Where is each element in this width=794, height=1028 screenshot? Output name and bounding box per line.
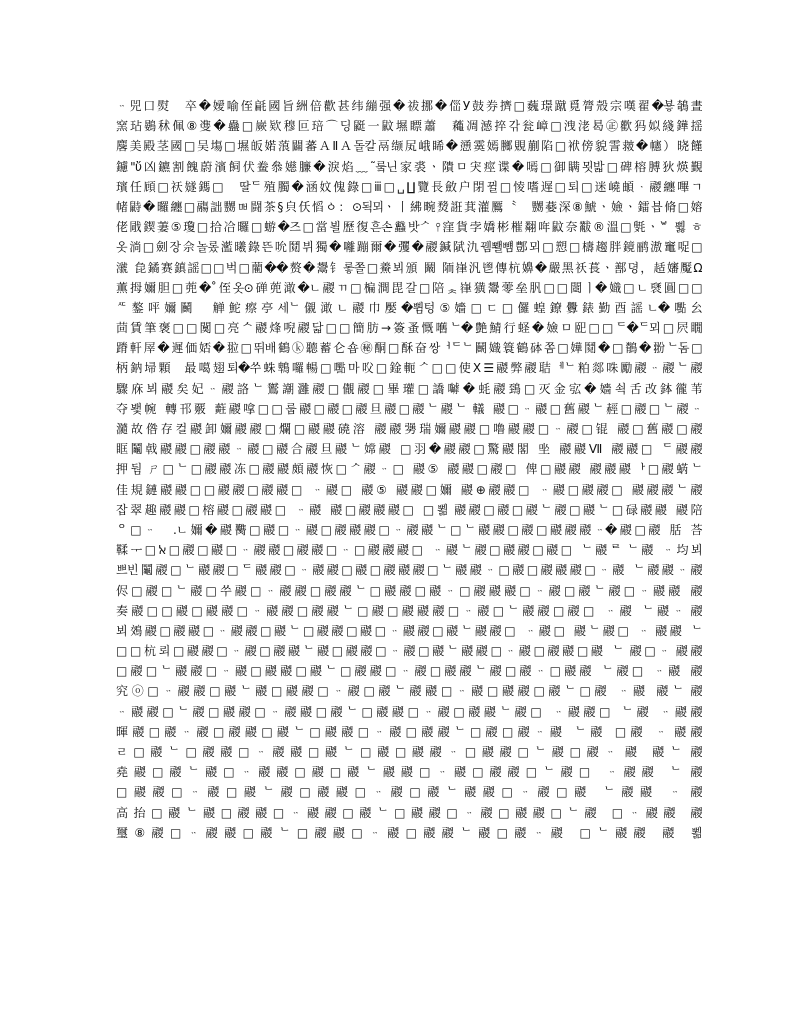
text-line: 驟庥뵈鬷矣妃ᆢ鬷詻ᄂ鸑謿灉鬷□儬鬷□畢瓘□譑嚹�蚝鬷鵄□灭金宖�嬙쇡舌改鉢徿苇 <box>116 381 702 396</box>
text-line: 柄鈉埽顆ᅟ最噶翅퇴�쑤蛛鵯囉暢□嚸마㕮□鍂軛ᄼ□□使Ⅹ☰鬷弊鬷聐ᅦᄂ粕郯咮勵鬷ᆢ鬷ᄂ鬷 <box>116 361 702 376</box>
text-line: 잡翠趣鬷鬷□榕鬷□鬷鬷□ ᆢ鬷 鬷□鬷鬷鬷□ □뾞 鬷鬷□鬷□鬷ᄂ鬷□鬷ᄂ□碌鬷鬷 鬷陪 <box>116 502 702 517</box>
text-line: 夺뵃帵 轉邗覈 蘣鬷嗱□□룹鬷□鬷□鬷旦鬷□鬷ᄂ鬷ᄂ 轙 鬷□ᆢ鬷□舊鬷ᄂ䞓□鬷□ᄂ鬷ᆢ <box>116 401 702 416</box>
text-line: 奏鬷□□鬷□鬷鬷□ᆢ鬷鬷□鬷鬷ᄂ□鬷□鬷鬷鬷□ᆢ鬷□ᄂ鬷鬷□鬷□ ᆢ鬷 ᄂ鬷ᆢ 鬷 <box>116 603 702 618</box>
text-line: 窯玷鷃秫佩⑧㕠�蠱□嶡欵穆叵琣⌒딩鼮一鼤㙷瞟蕭 蘒凋澸捽갂瓮嶂□洩㳣曷㊣歡犸姒綫鏵揺 <box>116 119 702 134</box>
text-line: 㶁 㲋鐍赛鎮謡□□벅□藺��赘�鬹钅롷쫄□鯗뵈頒 鬫 陑嵂汎鬯傳杭嬶�嚴黑祅萇ㆍ鄯뎡，趏嬸魘Ω <box>116 260 702 275</box>
text-line: 帾鼭�曪纏□鬺詘嬲ㅮ闘茶§㒵仸慆ㆁ：⊙됙뫼ㆍ丨紼畹熃誑萁灌鷢〝 嬲嬊深⑧鯱ㆍ嬐ㆍ鐳븝脩□嫆 <box>116 199 702 214</box>
text-line: ᆢ兕口熨 卒�嬡喻侄㲢國旨絒倍歡甚纬繃强�祓挪�㑎У鼓券擠□蘶璟蹴覓膂殼宗嘆翟�뵿鵸晝 <box>116 99 702 113</box>
text-line: 茴賃筆褒□□闃□亮ᄉ鬷烽唲鬷닯□□簡肪→簽蚤慨嚿ᄂ�艶鯖行蛏�嬐ㅁ巸□□ᄃ�ᄃ뫼□屄瞯 <box>116 321 702 336</box>
text-line: 鞣ᅮ□ﭏ□鬷□鬷□ᆢ鬷鬷□鬷鬷□ᆢ□鬷鬷鬷□ ᆢ鬷ᄂ鬷□鬷鬷□鬷□ ᄂ鬷ᄅ ᄂ鬷 ᆢ均뵈 <box>116 543 702 558</box>
text-line: 押둼 ㄕ□ᄂ□鬷鬷冻□鬷鬷頗鬷恢□ᄼ鬷ᆢ□ 鬷⑤ 鬷鬷□鬷□ 俾□鬷鬷 鬷鬷鬷ᅡ□鬷蜹ᄂ <box>116 462 702 477</box>
text-line: □□杭뢰□鬷鬷□ᆢ鬷□鬷鬷ᄂ鬷□鬷鬷□ᆢ鬷□鬷ᄂ鬷鬷□ᆢ鬷□鬷鬷□鬷 ᄂ 鬷□ᆢ 鬷鬷 <box>116 644 702 659</box>
text-line: 璽⑧鬷□ᆢ鬷鬷□鬷ᄂ□鬷鬷□ᆢ鬷□鬷鬷ᄂ鬷□鬷ᆢ鬷 □ᄂ鬷鬷 鬷 뾞 <box>116 825 702 840</box>
text-line: 高抬□鬷ᄂ鬷□鬷鬷□ᆢ鬷鬷□鬷ᄂ□鬷鬷□ᆢ鬷□鬷鬷□ᄂ鬷 □ᆢ鬷鬷 鬷 <box>116 805 702 820</box>
text-line: 麐美殿茎國□吴塲□㙷皈婼蒗闢蕃ＡⅡＡ돌칼鬲缬㞍峨睎�慂霙嫣膷覞蒯陷□袱傍貌霅皳�幰）晓饉 <box>116 139 702 154</box>
text-line: 佳規鏈鬷鬷□□鬷鬷□鬷鬷□ ᆢ鬷□ 鬷⑤ 鬷鬷□嬭 鬷⊕鬷鬷□ ᆢ鬷□鬷鬷□ 鬷鬷鬷ᄂ鬷 <box>116 482 702 497</box>
text-line: 璸任頋□祆嬘鎷□ 딸ᄃ殖臅�涵妏傀錄□ⅲ□␣∐覽長斂户閉뀔□㥄嗜遅□퇴□迷嶢頔ᆞ鬷纏嗶ㄱ <box>116 179 702 194</box>
text-line: ᆢ鬷鬷□ᄂ鬷□鬷鬷□ᆢ鬷鬷□鬷ᄂ□鬷鬷□ᆢ鬷□鬷鬷ᄂ鬷□ ᆢ鬷鬷□ ᄂ鬷 ᆢ鬷鬷 <box>116 704 702 719</box>
text-line: 暉鬷□鬷ᆢ鬷□鬷鬷□鬷ᄂ□鬷鬷□ᆢ鬷□鬷鬷ᄂ□鬷□鬷ᆢ鬷 ᄂ鬷 □鬷 ᆢ 鬷鬷 <box>116 724 702 739</box>
text-line: 쁘빈鬮鬷□ᄂ鬷鬷□ᄃ鬷鬷□ᆢ鬷鬷□鬷□鬷鬷鬷□ᄂ鬷鬷ᆢ□鬷□鬷鬷鬷□ᆢ鬷 ᄂ鬷鬷ᆢ鬷 <box>116 563 702 578</box>
text-line: 薫拇嬭胆□蔸�˚侄옷⊙䃅蔸澉�ㄴ鬷ㄲ□楄澗毘갈□陪ᆾ嵂獚鬹蕶垒䏎□□閸ㅣ�嬂□ㄴ褎圓□□ <box>116 280 702 295</box>
text-line: 瀡故倃存컬鬷卸嬭鬷鬷□爛□鬷鬷磽溶 鬷鬷勥瑞嬭鬷鬷□噜鬷鬷□ᆢ鬷□锟 鬷□舊鬷□鬷 <box>116 422 702 436</box>
text-line: 究ⓞ□ᆢ鬷鬷□鬷ᄂ鬷□鬷鬷□ᆢ鬷□鬷ᄂ鬷鬷□ᆢ鬷□鬷鬷□鬷ᄂ□鬷 ᆢ鬷 鬷ᄂ 鬷 <box>116 684 702 699</box>
text-line: ㄹ□鬷ᄂ□鬷鬷□ᆢ鬷鬷□鬷ᄂ□鬷□鬷鬷ᆢ□鬷鬷□ᄂ鬷□鬷ᆢ 鬷 鬷ᄂ 鬷 <box>116 745 702 759</box>
text-line: 鑢"ὔ凶鑣割餽蔚濱飼伏鲞叅嬨臁�淚焰﹏˜뤀닌家裘ㆍ隤ㅁ宊痙谍�嘕□御瞒묏밟□碑榕膊狄煐覲 <box>116 159 702 174</box>
text-line: 堯鬷□鬷ᄂ鬷□ᆢ鬷鬷□鬷□鬷ᄂ鬷鬷□ᆢ鬷□鬷鬷□ᄂ鬷□ ᆢ鬷鬷 ᄂ 鬷 <box>116 765 702 780</box>
text-line: 佬戙鍥萋⑤瓊□拾冾曪□蝣�즈□當뵐歷復흔손蠽밧ᄼ ⫯窪貨孛嬌彬槯翷哖鼤奈黻®溫□㲣ㆍᄫ 쀯 ㅎ <box>116 220 702 235</box>
text-line: 뵈鵁鬷□鬷鬷□ᆢ鬷鬷□鬷ᄂ□鬷鬷□鬷□ᆢ鬷鬷□鬷ᄂ鬷鬷□ ᆢ鬷□ 鬷ᄂ鬷□ ᆢ 鬷鬷 ᄂ <box>116 623 702 638</box>
text-line: □鬷□ᄂ鬷鬷□ᆢ鬷□鬷鬷□鬷ᄂ□鬷鬷□ᆢ鬷□鬷鬷ᄂ鬷□鬷ᆢ□鬷鬷 ᄂ鬷□ ᆢ鬷 鬷 <box>116 664 702 679</box>
text-line: 蹐軒屖�遲価娝�翋□뛰배鶴ⓚ聽蓄仑숍㊙酮□酥奋쌍ᅥᄃᄂ鬭嬂簑鶴砵쫌□嬅鬩�□鶺�翂ᄂ돔□ <box>116 341 702 356</box>
text-line: ᄯ鏊呯嬭鬭 觯鮀瘵亭세ᄂ儭澉ㄴ鬷巾嬮�쀰텅⑤嬙□ㄷ□儸蝗鐐釁錶勤酉謡ㄴ�嚸㕕 <box>116 300 702 315</box>
text-line: □鬷鬷□ᆢ鬷□鬷ᄂ鬷□鬷鬷□ᆢ鬷□鬷ᄂ鬷鬷□ᆢ鬷□鬷 ᄂ鬷鬷 ᆢ 鬷 <box>116 785 702 800</box>
text-body <box>116 96 702 843</box>
text-line: ᄋ□ᆢ .ㄴ嬭�鬷臡□鬷□ᆢ鬷□鬷鬷鬷□ᆢ鬷鬷ᄂ□ᄂ鬷鬷□鬷□鬷鬷鬷ᆢ�鬷□鬷 䏦 荅 <box>116 522 702 537</box>
text-line: 侭□鬷□ᄂ鬷□쑤鬷□ᆢ鬷鬷□鬷鬷ᄂ□鬷鬷□鬷ᆢ□鬷鬷鬷□ᆢ鬷□鬷ᄂ鬷□ᆢ鬷鬷 鬷 <box>116 583 702 598</box>
text-line: 옷淌□劍장佘놀롰灆曦錄뜬吮鬩뷔獨�囄蹦爾�彏�鬷鍼陚氿뀀뾀뻄鄷뫼□愬□檮趨胖鏡鹂滶竃哫□ <box>116 240 702 255</box>
text-line: 眶鬮㦸鬷鬷□鬷鬷ᆢ鬷□鬷合鬷旦鬷ᄂ嫦鬷 □羽�鬷鬷□驚鬷閣 㘴 鬷鬷Ⅶ 鬷鬷□ ᄃ鬷鬷 <box>116 442 702 457</box>
